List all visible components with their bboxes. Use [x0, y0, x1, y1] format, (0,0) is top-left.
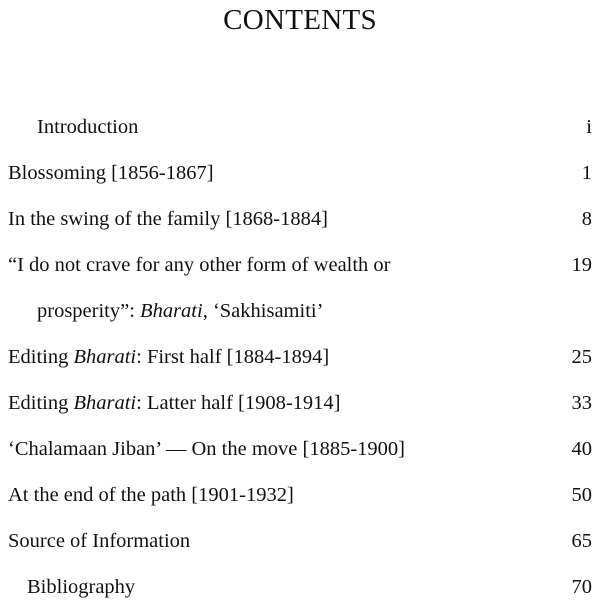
toc-entry-swing-of-family: [8, 207, 592, 233]
toc-entry-editing-latter-half: [8, 391, 592, 417]
toc-entry-page: 8: [581, 208, 592, 230]
toc-entry-bibliography: [27, 575, 592, 601]
label-text: prosperity”:: [37, 300, 141, 322]
toc-entry-label: At the end of the path [1901-1932]: [8, 484, 294, 506]
toc-entry-label: Source of Information: [8, 530, 191, 552]
label-italic-text: Bharati: [73, 346, 137, 368]
toc-entry-editing-first-half: [8, 345, 592, 371]
toc-entry-page: 33: [571, 392, 592, 414]
label-text: , ‘Sakhisamiti’: [202, 300, 324, 322]
toc-entry-label: [8, 345, 329, 369]
toc-entry-page: 50: [571, 484, 592, 506]
toc-entry-label: ‘Chalamaan Jiban’ — On the move [1885-1900]: [8, 438, 405, 460]
toc-entry-label: Introduction: [37, 116, 139, 138]
label-italic-text: Bharati: [73, 392, 137, 414]
toc-entry-end-of-path: [8, 483, 592, 509]
toc-entry-page: 70: [571, 576, 592, 598]
label-text: : First half [1884-1894]: [136, 346, 330, 368]
toc-entry-page: 1: [581, 162, 592, 184]
toc-entry-page: 19: [571, 254, 592, 276]
label-text: : Latter half [1908-1914]: [136, 392, 341, 414]
toc-entry-label-line1: “I do not crave for any other form of wealth or: [8, 254, 391, 276]
toc-entry-label-line2: [37, 299, 323, 323]
toc-entry-label: Bibliography: [27, 576, 136, 598]
toc-entry-wealth-prosperity-cont: [37, 299, 592, 325]
page-title: CONTENTS: [223, 4, 377, 36]
toc-entry-source-of-information: [8, 529, 592, 555]
toc-entry-chalamaan-jiban: [8, 437, 592, 463]
toc-entry-page: i: [586, 116, 592, 138]
toc-entry-page: 25: [571, 346, 592, 368]
toc-entry-page: 40: [571, 438, 592, 460]
toc-entry-page: 65: [571, 530, 592, 552]
toc-entry-introduction: [37, 115, 592, 141]
toc-entry-blossoming: [8, 161, 592, 187]
label-italic-text: Bharati: [140, 300, 203, 322]
label-text: Editing: [8, 392, 74, 414]
toc-entry-wealth-prosperity: [8, 253, 592, 279]
label-text: Editing: [8, 346, 74, 368]
toc-entry-label: [8, 391, 341, 415]
toc-entry-label: Blossoming [1856-1867]: [8, 162, 214, 184]
toc-entry-label: In the swing of the family [1868-1884]: [8, 208, 328, 230]
